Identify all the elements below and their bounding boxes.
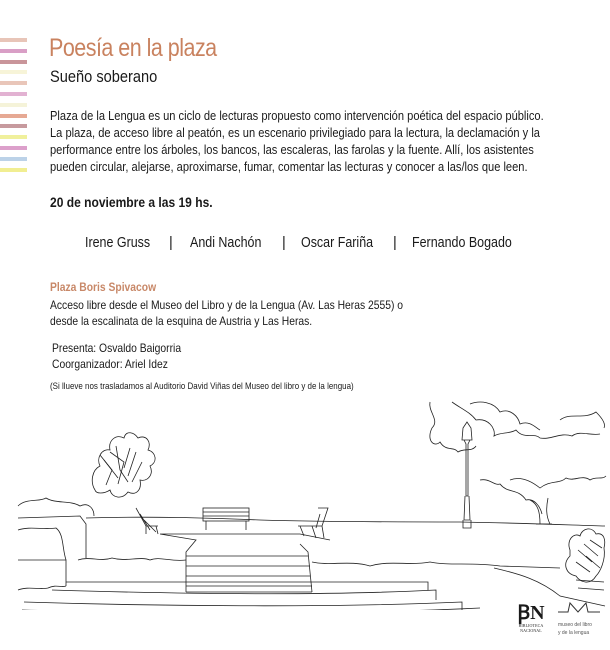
description-line: La plaza, de acceso libre al peatón, es un escenario privilegiado para la lectura, la declamación y la — [50, 125, 540, 140]
stripe — [0, 49, 27, 53]
stripe — [0, 38, 27, 42]
reader-separator: | — [282, 235, 286, 251]
bush-icon — [566, 529, 605, 590]
reader-separator: | — [169, 235, 173, 251]
rain-note: (Si llueve nos trasladamos al Auditorio David Viñas del Museo del libro y de la lengua) — [50, 381, 354, 392]
stripe — [0, 135, 27, 139]
stripe — [0, 157, 27, 161]
tree-icon — [430, 402, 606, 524]
bench-icon — [136, 508, 158, 534]
description-line: Plaza de la Lengua es un ciclo de lecturas propuesto como intervención poética del espacio público. — [50, 108, 544, 123]
venue-name: Plaza Boris Spivacow — [50, 280, 157, 294]
page-title: Poesía en la plaza — [49, 34, 217, 62]
stripe — [0, 92, 27, 96]
venue-access — [50, 297, 403, 329]
reader-separator: | — [393, 235, 397, 251]
bench-icon — [298, 508, 328, 538]
credits — [52, 340, 181, 372]
street-lamp-icon — [462, 422, 472, 528]
plaza-illustration — [0, 400, 610, 610]
coorganizer: Coorganizador: Ariel Idez — [52, 357, 168, 371]
tree-icon — [92, 433, 155, 497]
ml-label: y de la lengua — [558, 629, 590, 636]
event-date: 20 de noviembre a las 19 hs. — [50, 194, 213, 210]
stripe — [0, 70, 27, 74]
stripe — [0, 60, 27, 64]
museo-libro-lengua-logo — [558, 600, 600, 636]
stripe — [0, 81, 27, 85]
ml-logo-icon — [558, 600, 600, 616]
stripe — [0, 103, 27, 107]
page-subtitle: Sueño soberano — [50, 67, 158, 86]
stripe — [0, 168, 27, 172]
access-line: desde la escalinata de la esquina de Austria y Las Heras. — [50, 314, 313, 328]
ml-label: museo del libro — [558, 622, 592, 628]
stripe — [0, 114, 27, 118]
description-line: pueden circular, alejarse, aproximarse, fumar, comentar las lecturas y conocer a las/los que leen. — [50, 159, 528, 174]
reader-name: Andi Nachón — [190, 235, 262, 251]
stripe — [0, 146, 27, 150]
stripe — [0, 124, 27, 128]
biblioteca-nacional-logo — [514, 602, 548, 636]
description-line: performance entre los árboles, los bancos, las escaleras, las farolas y la fuente. Allí, los asistentes — [50, 142, 534, 157]
bn-label: NACIONAL — [520, 627, 542, 633]
access-line: Acceso libre desde el Museo del Libro y de la Lengua (Av. Las Heras 2555) o — [50, 298, 404, 312]
reader-name: Irene Gruss — [85, 235, 151, 251]
reader-name: Fernando Bogado — [412, 235, 512, 251]
presenter: Presenta: Osvaldo Baigorria — [52, 341, 182, 355]
reader-name: Oscar Fariña — [301, 235, 374, 251]
description — [50, 107, 597, 175]
bn-label: BIBLIOTECA — [518, 623, 544, 628]
bn-monogram-icon: ꞴN — [517, 602, 545, 624]
